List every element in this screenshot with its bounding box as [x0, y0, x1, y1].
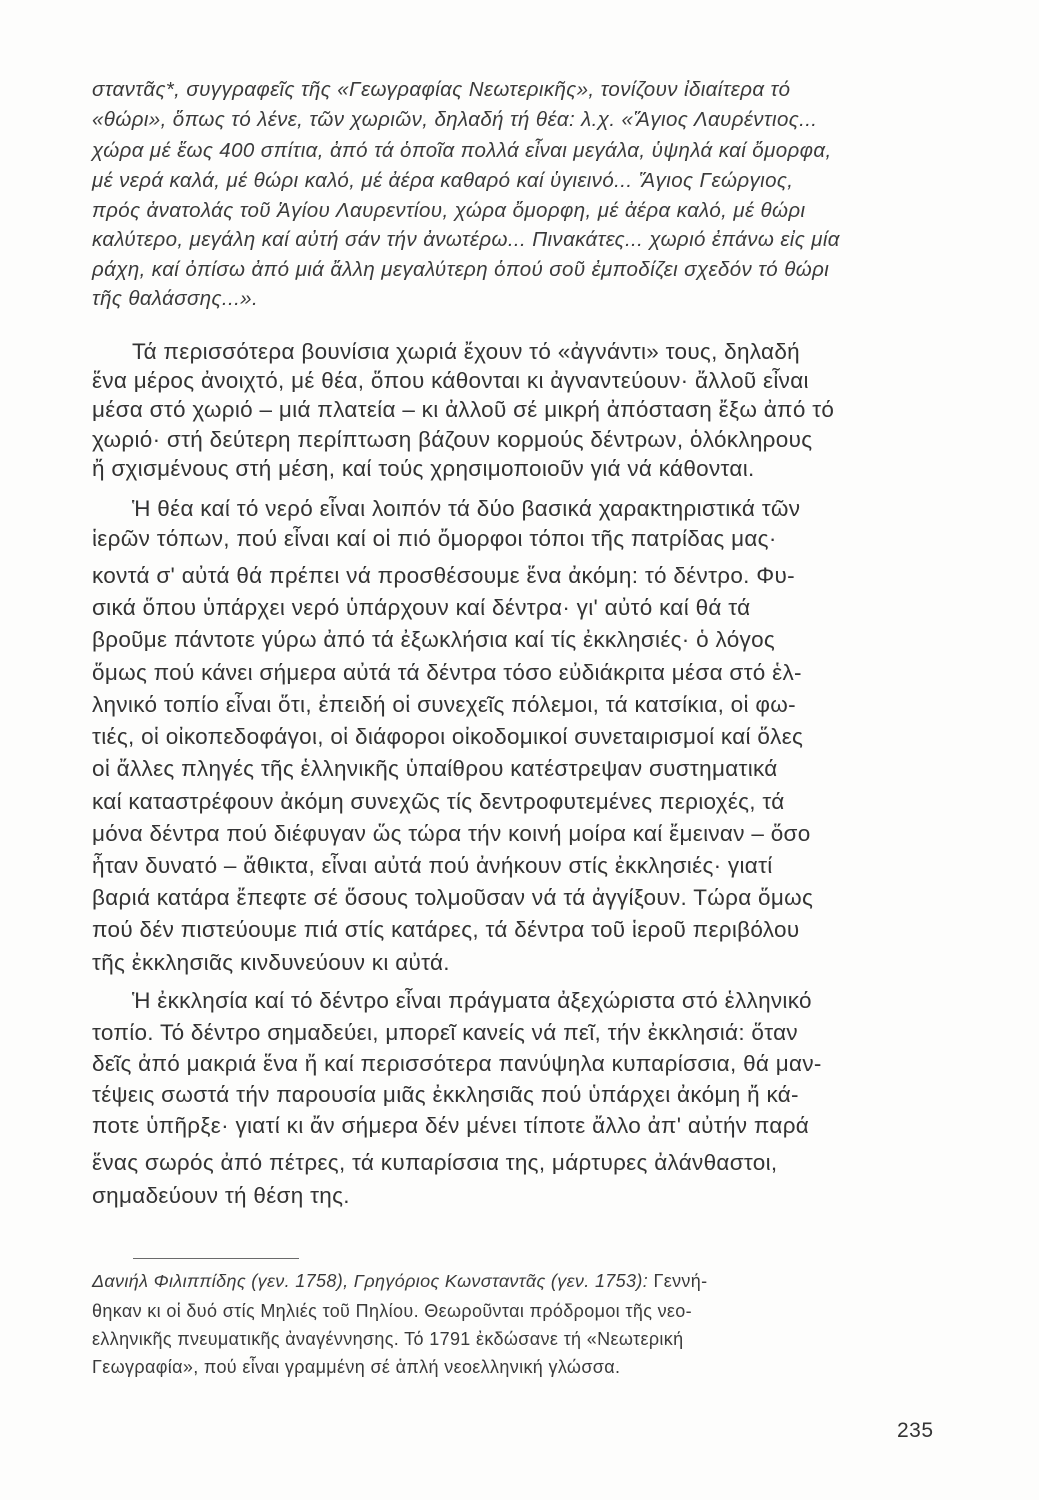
quote-line: μέ νερά καλά, μέ θώρι καλό, μέ ἀέρα καθαρό καί ὑγιεινό... Ἅγιος Γεώργιος, [92, 169, 794, 192]
footnote-line [92, 1271, 708, 1292]
body-line: μέσα στό χωριό – μιά πλατεία – κι ἀλλοῦ σέ μικρή ἀπόσταση ἔξω ἀπό τό [92, 397, 835, 422]
quote-line: «θώρι», ὅπως τό λένε, τῶν χωριῶν, δηλαδή τή θέα: λ.χ. «Ἅγιος Λαυρέντιος... [92, 108, 818, 131]
body-line: ἱερῶν τόπων, πού εἶναι καί οἱ πιό ὄμορφοι τόποι τῆς πατρίδας μας· [92, 526, 777, 551]
body-line: πού δέν πιστεύουμε πιά στίς κατάρες, τά δέντρα τοῦ ἱεροῦ περιβόλου [92, 917, 800, 942]
body-line: σικά ὅπου ὑπάρχει νερό ὑπάρχουν καί δέντρα· γι' αὐτό καί θά τά [92, 595, 751, 620]
page-number: 235 [897, 1419, 934, 1442]
footnote-line: Γεωγραφία», πού εἶναι γραμμένη σέ ἁπλή νεοελληνική γλώσσα. [92, 1357, 621, 1377]
body-line: χωριό· στή δεύτερη περίπτωση βάζουν κορμούς δέντρων, ὁλόκληρους [92, 427, 813, 452]
quote-line: ράχη, καί ὀπίσω ἀπό μιά ἄλλη μεγαλύτερη ὁπού σοῦ ἐμποδίζει σχεδόν τό θώρι [92, 258, 830, 281]
body-line: Ἡ ἐκκλησία καί τό δέντρο εἶναι πράγματα ἀξεχώριστα στό ἑλληνικό [132, 988, 812, 1013]
body-line: κοντά σ' αὐτά θά πρέπει νά προσθέσουμε ἕνα ἀκόμη: τό δέντρο. Φυ- [92, 563, 795, 588]
quote-line: καλύτερο, μεγάλη καί αὐτή σάν τήν ἀνωτέρω... Πινακάτες... χωριό ἐπάνω εἰς μία [92, 228, 840, 251]
footnote-line-rest: Γεννή- [648, 1271, 708, 1291]
body-line: ὅμως πού κάνει σήμερα αὐτά τά δέντρα τόσο εὐδιάκριτα μέσα στό ἑλ- [92, 660, 802, 685]
body-line: καί καταστρέφουν ἀκόμη συνεχῶς τίς δεντροφυτεμένες περιοχές, τά [92, 789, 785, 814]
body-line: ἤ σχισμένους στή μέση, καί τούς χρησιμοποιοῦν γιά νά κάθονται. [92, 456, 755, 481]
body-line: βροῦμε πάντοτε γύρω ἀπό τά ἐξωκλήσια καί τίς ἐκκλησιές· ὁ λόγος [92, 627, 776, 652]
quote-line: τῆς θαλάσσης...». [92, 287, 259, 310]
body-line: μόνα δέντρα πού διέφυγαν ὥς τώρα τήν κοινή μοίρα καί ἔμειναν – ὅσο [92, 821, 811, 846]
footnote-line: θηκαν κι οἱ δυό στίς Μηλιές τοῦ Πηλίου. Θεωροῦνται πρόδρομοι τῆς νεο- [92, 1301, 692, 1321]
body-line: ἕνας σωρός ἀπό πέτρες, τά κυπαρίσσια της, μάρτυρες ἀλάνθαστοι, [92, 1150, 778, 1175]
body-line: οἱ ἄλλες πληγές τῆς ἑλληνικῆς ὑπαίθρου κατέστρεψαν συστηματικά [92, 756, 778, 781]
body-line: τοπίο. Τό δέντρο σημαδεύει, μπορεῖ κανείς νά πεῖ, τήν ἐκκλησιά: ὅταν [92, 1020, 798, 1045]
body-line: ληνικό τοπίο εἶναι ὅτι, ἐπειδή οἱ συνεχεῖς πόλεμοι, τά κατσίκια, οἱ φω- [92, 692, 796, 717]
body-line: σημαδεύουν τή θέση της. [92, 1183, 350, 1208]
body-line: ἦταν δυνατό – ἄθικτα, εἶναι αὐτά πού ἀνήκουν στίς ἐκκλησιές· γιατί [92, 853, 773, 878]
body-line: δεῖς ἀπό μακριά ἕνα ἤ καί περισσότερα πανύψηλα κυπαρίσσια, θά μαν- [92, 1051, 822, 1076]
quote-line: πρός ἀνατολάς τοῦ Ἁγίου Λαυρεντίου, χώρα ὄμορφη, μέ ἀέρα καλό, μέ θώρι [92, 199, 806, 222]
body-line: Τά περισσότερα βουνίσια χωριά ἔχουν τό «ἀγνάντι» τους, δηλαδή [132, 339, 800, 364]
body-line: τέψεις σωστά τήν παρουσία μιᾶς ἐκκλησιᾶς πού ὑπάρχει ἀκόμη ἤ κά- [92, 1082, 799, 1107]
footnote-divider [133, 1258, 299, 1259]
body-line: τῆς ἐκκλησιᾶς κινδυνεύουν κι αὐτά. [92, 950, 450, 975]
quote-line: σταντᾶς*, συγγραφεῖς τῆς «Γεωγραφίας Νεωτερικῆς», τονίζουν ἰδιαίτερα τό [92, 78, 791, 101]
quote-line: χώρα μέ ἕως 400 σπίτια, ἀπό τά ὁποῖα πολλά εἶναι μεγάλα, ὑψηλά καί ὄμορφα, [92, 139, 832, 162]
body-line: ἕνα μέρος ἀνοιχτό, μέ θέα, ὅπου κάθονται κι ἀγναντεύουν· ἄλλοῦ εἶναι [92, 368, 809, 393]
body-line: ποτε ὑπῆρξε· γιατί κι ἄν σήμερα δέν μένει τίποτε ἄλλο ἀπ' αὐτήν παρά [92, 1113, 810, 1138]
footnote-authors: Δανιήλ Φιλιππίδης (γεν. 1758), Γρηγόριος Κωνσταντᾶς (γεν. 1753): [92, 1271, 649, 1291]
body-line: τιές, οἱ οἰκοπεδοφάγοι, οἱ διάφοροι οἰκοδομικοί συνεταιρισμοί καί ὅλες [92, 724, 804, 749]
body-line: Ἡ θέα καί τό νερό εἶναι λοιπόν τά δύο βασικά χαρακτηριστικά τῶν [132, 496, 801, 521]
body-line: βαριά κατάρα ἔπεφτε σέ ὅσους τολμοῦσαν νά τά ἀγγίξουν. Τώρα ὅμως [92, 885, 814, 910]
footnote-line: ελληνικῆς πνευματικῆς ἀναγέννησης. Τό 1791 ἐκδώσανε τή «Νεωτερική [92, 1329, 684, 1349]
